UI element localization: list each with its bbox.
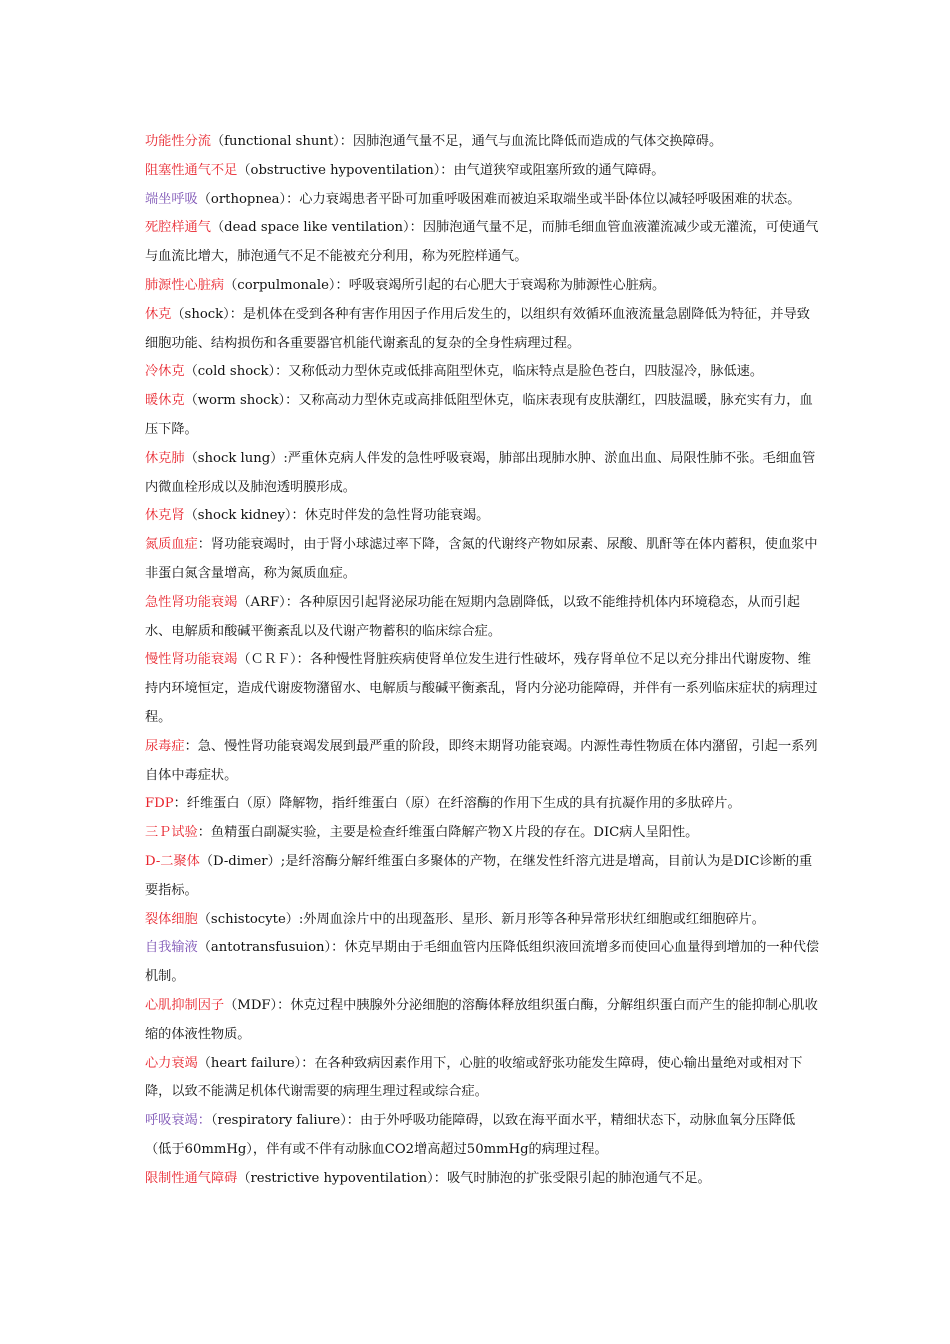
- definition: （dead space like ventilation）：因肺泡通气量不足，而肺毛细血管血液灌流减少或无灌流，可使通气与血流比增大，肺泡通气不足不能被充分利用，称为死腔样通气。: [145, 220, 819, 265]
- glossary-entry: [145, 934, 820, 992]
- term-suffix: ：: [197, 1113, 211, 1129]
- glossary-entry: [145, 1050, 856, 1108]
- glossary-entry: [145, 445, 820, 503]
- glossary-entry: [145, 819, 820, 848]
- definition: （schistocyte）:外周血涂片中的出现盔形、星形、新月形等各种异常形状红细胞或红细胞碎片。: [197, 911, 765, 927]
- term: 尿毒症: [145, 738, 185, 754]
- glossary-entry: [145, 128, 820, 157]
- definition: （respiratory faliure）：由于外呼吸功能障碍，以致在海平面水平，精细状态下，动脉血氧分压降低（低于60mmHg），伴有或不伴有动脉血CO2增高超过50mmHg的病理过程。: [145, 1113, 796, 1157]
- term: 呼吸衰竭: [145, 1113, 198, 1129]
- glossary-entry: [145, 646, 820, 732]
- term: 休克肾: [145, 508, 185, 524]
- definition: （ＣＲＦ）：各种慢性肾脏疾病使肾单位发生进行性破坏，残存肾单位不足以充分排出代谢废物、维持内环境恒定，造成代谢废物潴留水、电解质与酸碱平衡紊乱，肾内分泌功能障碍，并伴有一系列临床症状的病理过程。: [145, 652, 818, 725]
- glossary-entry: [145, 589, 820, 647]
- glossary-entry: [145, 992, 820, 1050]
- definition: （restrictive hypoventilation）：吸气时肺泡的扩张受限引起的肺泡通气不足。: [237, 1170, 711, 1186]
- glossary-entry: [145, 502, 820, 531]
- term: 心力衰竭: [145, 1055, 198, 1071]
- glossary-entry: [145, 186, 820, 215]
- glossary-entry: [145, 358, 820, 387]
- definition: （cold shock）：又称低动力型休克或低排高阻型休克，临床特点是脸色苍白，四肢湿冷，脉低速。: [184, 364, 764, 380]
- term: 限制性通气障碍: [145, 1170, 238, 1186]
- term: 心肌抑制因子: [145, 997, 225, 1013]
- definition: （MDF）：休克过程中胰腺外分泌细胞的溶酶体释放组织蛋白酶，分解组织蛋白而产生的能抑制心肌收缩的体液性物质。: [145, 997, 818, 1042]
- term: D-二聚体: [145, 853, 200, 869]
- definition: （corpulmonale）：呼吸衰竭所引起的右心肥大于衰竭称为肺源性心脏病。: [224, 277, 666, 293]
- term: FDP: [145, 796, 174, 812]
- definition: ：纤维蛋白（原）降解物，指纤维蛋白（原）在纤溶酶的作用下生成的具有抗凝作用的多肽碎片。: [173, 796, 741, 812]
- glossary-entry: [145, 1165, 820, 1194]
- term: 休克: [145, 306, 172, 322]
- term: 功能性分流: [145, 134, 211, 149]
- glossary-entry: [145, 531, 820, 589]
- definition: （shock kidney）：休克时伴发的急性肾功能衰竭。: [184, 508, 490, 524]
- term: 氮质血症: [145, 537, 198, 553]
- glossary-entry: [145, 733, 820, 791]
- glossary-entry: [145, 387, 820, 445]
- term: 裂体细胞: [145, 911, 198, 927]
- definition: （heart failure）：在各种致病因素作用下，心脏的收缩或舒张功能发生障碍，使心输出量绝对或相对下 降，以致不能满足机体代谢需要的病理生理过程或综合症。: [145, 1055, 856, 1100]
- term: 肺源性心脏病: [145, 277, 225, 293]
- glossary-entry: [145, 272, 820, 301]
- term: 阻塞性通气不足: [145, 162, 238, 178]
- definition: （D-dimer）;是纤溶酶分解纤维蛋白多聚体的产物，在继发性纤溶亢进是增高，目前认为是DIC诊断的重要指标。: [145, 853, 813, 898]
- glossary-entry: [145, 214, 820, 272]
- definition: （worm shock）：又称高动力型休克或高排低阻型休克，临床表现有皮肤潮红，四肢温暖，脉充实有力，血压下降。: [145, 393, 813, 437]
- term: 冷休克: [145, 364, 185, 380]
- term: 自我输液: [145, 940, 198, 956]
- term: 三Ｐ试验: [145, 825, 198, 841]
- definition: （functional shunt）：因肺泡通气量不足，通气与血流比降低而造成的气体交换障碍。: [210, 134, 723, 149]
- definition: （antotransfusuion）：休克早期由于毛细血管内压降低组织液回流增多而使回心血量得到增加的一种代偿机制。: [145, 940, 820, 985]
- term: 急性肾功能衰竭: [145, 594, 238, 610]
- term: 慢性肾功能衰竭: [145, 652, 238, 668]
- term: 暖休克: [145, 393, 185, 409]
- term: 端坐呼吸: [145, 191, 198, 207]
- term: 死腔样通气: [145, 220, 211, 236]
- term: 休克肺: [145, 450, 185, 466]
- definition: （obstructive hypoventilation）：由气道狭窄或阻塞所致的通气障碍。: [237, 162, 665, 178]
- glossary-entry: [145, 906, 820, 935]
- glossary-entry: [145, 157, 820, 186]
- glossary-entry: [145, 1107, 820, 1165]
- definition: （orthopnea）：心力衰竭患者平卧可加重呼吸困难而被迫采取端坐或半卧体位以减轻呼吸困难的状态。: [197, 191, 801, 207]
- definition: （shock）：是机体在受到各种有害作用因子作用后发生的，以组织有效循环血液流量急剧降低为特征，并导致细胞功能、结构损伤和各重要器官机能代谢紊乱的复杂的全身性病理过程。: [145, 306, 810, 351]
- definition: ：急、慢性肾功能衰竭发展到最严重的阶段，即终末期肾功能衰竭。内源性毒性物质在体内潴留，引起一系列自体中毒症状。: [145, 738, 818, 783]
- definition: （shock lung）:严重休克病人伴发的急性呼吸衰竭，肺部出现肺水肿、淤血出血、局限性肺不张。毛细血管内微血栓形成以及肺泡透明膜形成。: [145, 450, 816, 495]
- definition: ：鱼精蛋白副凝实验，主要是检查纤维蛋白降解产物Ｘ片段的存在。DIC病人呈阳性。: [197, 825, 699, 841]
- glossary-entry: [145, 848, 820, 906]
- definition: ：肾功能衰竭时，由于肾小球滤过率下降，含氮的代谢终产物如尿素、尿酸、肌酐等在体内蓄积，使血浆中非蛋白氮含量增高，称为氮质血症。: [145, 537, 818, 581]
- glossary-entry: [145, 790, 820, 819]
- glossary-entry: [145, 301, 820, 359]
- definition: （ARF）：各种原因引起肾泌尿功能在短期内急剧降低，以致不能维持机体内环境稳态，从而引起水、电解质和酸碱平衡紊乱以及代谢产物蓄积的临床综合症。: [145, 594, 800, 639]
- glossary-page: [145, 128, 856, 1193]
